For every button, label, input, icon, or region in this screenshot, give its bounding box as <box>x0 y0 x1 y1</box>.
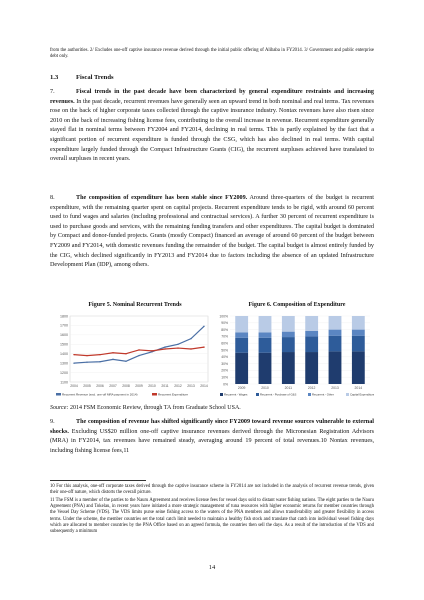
data-point <box>164 346 165 347</box>
bar-segment-3 <box>305 316 318 331</box>
bar-segment-2 <box>352 330 365 336</box>
bar-segment-1 <box>282 337 295 352</box>
para7-body: In the past decade, recurrent revenues have generally seen an upward trend in both nominal and real terms. Tax revenues rose on the back of higher corporate taxes collected through the captive insurance industry. Nontax revenues have also risen since 2010 on the back of increasing fishing license fees, contributing to the overall increase in revenue. Recurrent expenditure generally stayed flat in nominal terms between FY2004 and FY2014, declining in real terms. This is partly explained by the fact that a significant portion of recurrent expenditure is funded through the CSG, which has also declined in real terms. With capital expenditure largely funded through the Compact Infrastructure Grants (CIG), the recurrent surpluses achieved have translated to overall surpluses in recent years. <box>50 98 374 163</box>
x-tick-label: 2010 <box>148 384 156 388</box>
bar-segment-3 <box>259 316 272 332</box>
bar-segment-2 <box>259 332 272 337</box>
section-heading <box>50 74 114 81</box>
legend-swatch-1 <box>256 393 259 396</box>
footnote-divider <box>50 480 146 481</box>
bar-segment-2 <box>305 331 318 336</box>
legend-swatch-2 <box>308 393 311 396</box>
data-point <box>112 359 113 360</box>
bar-segment-3 <box>329 316 342 330</box>
data-point <box>99 354 100 355</box>
data-point <box>125 353 126 354</box>
x-tick-label: 2007 <box>109 384 117 388</box>
footnote-11: 11 The FSM is a member of the parties to the Nauru Agreement and receives license fees for vessel days sold to distant water fishing nations. The eight parties to the Nauru Agreement (PNA) and Tokelau, in recent years have initiated a more strategic management of tuna resources with higher economic returns for member countries through the Vessel Day Scheme (VDS). The VDS limits purse seine fishing access to the waters of the PNA members and allows transferability and greater flexibility in access terms. Under the scheme, the member countries set the total catch limit needed to maintain a healthy fish stock and translate that catch into individual vessel fishing days which are allocated to member countries by the PNA Office based on an agreed formula, the countries then sell the days. As a result of the introduction of the VDS and subsequently a minimum <box>50 498 374 535</box>
y-tick-label: 0% <box>223 382 228 387</box>
x-tick-label: 2006 <box>96 384 104 388</box>
y-tick-label: 1500 <box>60 342 68 347</box>
bar-segment-2 <box>329 330 342 336</box>
footnote-10: 10 For this analysis, one-off corporate taxes derived through the captive insurance scheme in FY2014 are not included in the analysis of recurrent revenue trends, given their one-off nature, which distorts the overall picture. <box>50 484 374 496</box>
y-tick-label: 80% <box>221 327 228 332</box>
source-text: 2014 FSM Economic Review, through TA from Graduate School USA. <box>68 405 241 411</box>
data-point <box>138 355 139 356</box>
data-point <box>151 350 152 351</box>
x-tick-label: 2009 <box>237 386 246 390</box>
legend-label-0: Recurrent - Wages <box>224 392 248 397</box>
legend-swatch-0 <box>56 393 61 396</box>
y-tick-label: 1300 <box>60 361 68 366</box>
para7-number: 7. <box>50 89 55 95</box>
paragraph-8 <box>50 194 374 271</box>
bar-segment-0 <box>235 353 248 384</box>
legend-swatch-0 <box>220 393 223 396</box>
x-tick-label: 2013 <box>187 384 195 388</box>
data-point <box>203 326 204 327</box>
x-tick-label: 2005 <box>83 384 91 388</box>
data-point <box>190 338 191 339</box>
data-point <box>177 347 178 348</box>
y-tick-label: 1700 <box>60 323 68 328</box>
para7-lead: Fiscal trends in the past decade have been characterized by general expenditure restraints and increasing revenues. <box>50 89 374 105</box>
legend-label-1: Recurrent Expenditure <box>158 392 189 397</box>
bar-segment-1 <box>352 336 365 352</box>
legend-label-0: Recurrent Revenue (excl. one-off MRA payment in 2014) <box>62 392 138 397</box>
para9-body: Excluding US$20 million one-off captive insurance revenues derived through the Micronesian Registration Advisors (MRA) in FY2014, tax revenues have remained steady, averaging around 19 percent of total revenues.10 Nontax revenues, including fishing license fees,11 <box>50 428 374 454</box>
y-tick-label: 1800 <box>60 314 68 319</box>
bar-segment-0 <box>282 352 295 384</box>
data-point <box>203 346 204 347</box>
y-tick-label: 90% <box>221 321 228 326</box>
data-point <box>190 348 191 349</box>
y-tick-label: 10% <box>221 375 228 380</box>
data-point <box>73 354 74 355</box>
bar-segment-0 <box>352 351 365 384</box>
x-tick-label: 2004 <box>70 384 78 388</box>
bar-segment-0 <box>305 352 318 384</box>
x-tick-label: 2012 <box>174 384 182 388</box>
data-point <box>112 352 113 353</box>
x-tick-label: 2014 <box>354 386 363 390</box>
legend-label-1: Recurrent - Purchase of G&S <box>260 392 297 397</box>
bar-segment-3 <box>235 316 248 332</box>
data-point <box>125 361 126 362</box>
data-point <box>73 362 74 363</box>
bar-segment-2 <box>282 332 295 337</box>
legend-swatch-1 <box>152 393 157 396</box>
bar-segment-0 <box>259 353 272 384</box>
section-number: 1.3 <box>50 74 59 81</box>
paragraph-9 <box>50 418 374 456</box>
y-tick-label: 50% <box>221 348 228 353</box>
y-tick-label: 1400 <box>60 352 68 357</box>
y-tick-label: 60% <box>221 341 228 346</box>
y-tick-label: 20% <box>221 368 228 373</box>
bar-segment-0 <box>329 351 342 384</box>
paragraph-7 <box>50 88 374 165</box>
x-tick-label: 2011 <box>161 384 169 388</box>
bar-segment-2 <box>235 332 248 337</box>
y-tick-label: 1600 <box>60 333 68 338</box>
figure6-title: Figure 6. Composition of Expenditure <box>248 302 346 308</box>
x-tick-label: 2013 <box>331 386 339 390</box>
x-tick-label: 2010 <box>261 386 269 390</box>
section-title: Fiscal Trends <box>76 74 114 81</box>
para9-number: 9. <box>50 419 55 425</box>
bar-segment-1 <box>305 336 318 352</box>
data-point <box>86 362 87 363</box>
figure5-line-chart <box>52 312 212 402</box>
figure5-title: Figure 5. Nominal Recurrent Trends <box>88 302 182 308</box>
y-tick-label: 40% <box>221 355 228 360</box>
para9-lead: The composition of revenue has shifted significantly since FY2009 toward revenue sources vulnerable to external shocks. <box>50 419 374 435</box>
y-tick-label: 100% <box>219 314 228 319</box>
figure6-stacked-bar-chart <box>214 312 374 402</box>
para8-number: 8. <box>50 195 55 201</box>
bar-segment-3 <box>352 316 365 330</box>
legend-label-2: Recurrent - Other <box>312 392 334 397</box>
y-tick-label: 1100 <box>60 380 68 385</box>
y-tick-label: 30% <box>221 361 228 366</box>
x-tick-label: 2009 <box>135 384 143 388</box>
data-point <box>164 348 165 349</box>
legend-swatch-3 <box>346 393 349 396</box>
x-tick-label: 2011 <box>284 386 292 390</box>
x-tick-label: 2014 <box>200 384 208 388</box>
data-point <box>177 344 178 345</box>
bar-segment-1 <box>259 338 272 353</box>
bar-segment-3 <box>282 316 295 332</box>
y-tick-label: 70% <box>221 334 228 339</box>
data-point <box>99 361 100 362</box>
page-number: 14 <box>208 564 216 571</box>
para8-body: Around three-quarters of the budget is recurrent expenditure, with the remaining quarter spent on capital projects. Recurrent expenditure tends to be rigid, with around 60 percent used to fund wages and salaries (including professional and contractual services). A further 30 percent of recurrent expenditure is used to purchase goods and services, with the remaining funding transfers and other expenditures. The capital budget is dominated by Compact and donor-funded projects. Grants (mostly Compact) financed an average of around 60 percent of the budget between FY2009 and FY2014, with domestic revenues funding the remainder of the budget. The capital budget is almost entirely funded by the CIG, which declined significantly in FY2013 and FY2014 due to factors including the absence of an updated Infrastructure Development Plan (IDP), among others. <box>50 195 374 269</box>
x-tick-label: 2008 <box>122 384 130 388</box>
bar-segment-1 <box>235 338 248 353</box>
y-tick-label: 1200 <box>60 370 68 375</box>
para8-lead: The composition of expenditure has been stable since FY2009. <box>76 195 248 201</box>
top-note: from the authorities. 2/ Excludes one-off captive insurance revenue derived through the initial public offering of Alibaba in FY2014. 3/ Government and public enterprise debt only. <box>50 48 374 60</box>
legend-label-3: Capital Expenditure <box>350 392 374 397</box>
data-point <box>138 349 139 350</box>
figure-source <box>50 405 241 411</box>
data-point <box>86 355 87 356</box>
x-tick-label: 2012 <box>307 386 316 390</box>
source-label: Source: <box>50 405 69 411</box>
bar-segment-1 <box>329 336 342 352</box>
